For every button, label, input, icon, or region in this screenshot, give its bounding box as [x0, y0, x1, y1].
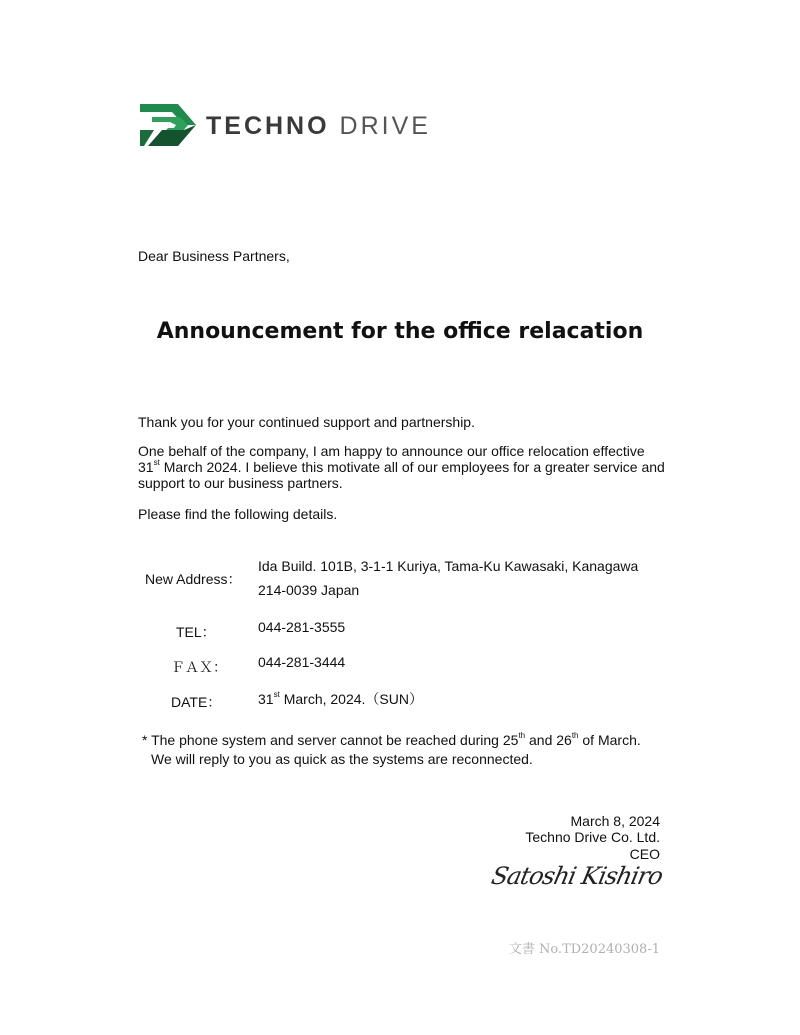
signoff-date: March 8, 2024: [570, 813, 660, 829]
note-line-1: [142, 732, 641, 748]
address-label: New Address：: [145, 571, 242, 587]
fax-value: 044-281-3444: [258, 654, 346, 670]
date-rest: March, 2024.（SUN）: [279, 691, 423, 707]
date-day: 31: [258, 691, 274, 707]
tel-label: TEL：: [176, 624, 216, 640]
date-value: [258, 689, 423, 709]
note-text-c: of March.: [578, 732, 641, 748]
company-logo-text: [206, 112, 431, 141]
logo-text-bold: TECHNO: [206, 112, 330, 140]
note-line-2: We will reply to you as quick as the systems are reconnected.: [151, 751, 533, 767]
date-label: DATE：: [171, 694, 222, 710]
paragraph-announcement-text-b: March 2024. I believe this motivate all of our employees for a greater service and support to our business partners.: [138, 459, 665, 491]
logo-text-light: DRIVE: [339, 112, 431, 140]
signoff-position: CEO: [629, 846, 660, 862]
paragraph-announcement: [138, 443, 668, 491]
address-line-1: Ida Build. 101B, 3-1-1 Kuriya, Tama-Ku Kawasaki, Kanagawa: [258, 558, 639, 574]
paragraph-announcement-text-a: One behalf of the company, I am happy to announce our office relocation effective 31: [138, 443, 645, 475]
note-sup-1: th: [518, 731, 526, 741]
address-line-2: 214-0039 Japan: [258, 582, 360, 598]
paragraph-details-intro: Please find the following details.: [138, 506, 338, 522]
techno-drive-logo-icon: [140, 104, 196, 151]
date-sup: st: [273, 690, 280, 700]
salutation: Dear Business Partners,: [138, 248, 290, 264]
paragraph-thanks: Thank you for your continued support and partnership.: [138, 414, 475, 430]
note-sup-2: th: [571, 731, 579, 741]
signoff-company: Techno Drive Co. Ltd.: [525, 829, 660, 845]
announcement-title: Announcement for the office relacation: [156, 319, 644, 344]
note-text-a: * The phone system and server cannot be reached during 25: [142, 732, 519, 748]
paragraph-announcement-sup: st: [153, 458, 160, 468]
fax-label: ＦＡＸ：: [171, 659, 227, 675]
note-text-b: and 26: [525, 732, 572, 748]
document-number: 文書 No.TD20240308-1: [508, 942, 660, 957]
tel-value: 044-281-3555: [258, 619, 346, 635]
handwritten-signature: Satoshi Kishiro: [489, 862, 665, 890]
